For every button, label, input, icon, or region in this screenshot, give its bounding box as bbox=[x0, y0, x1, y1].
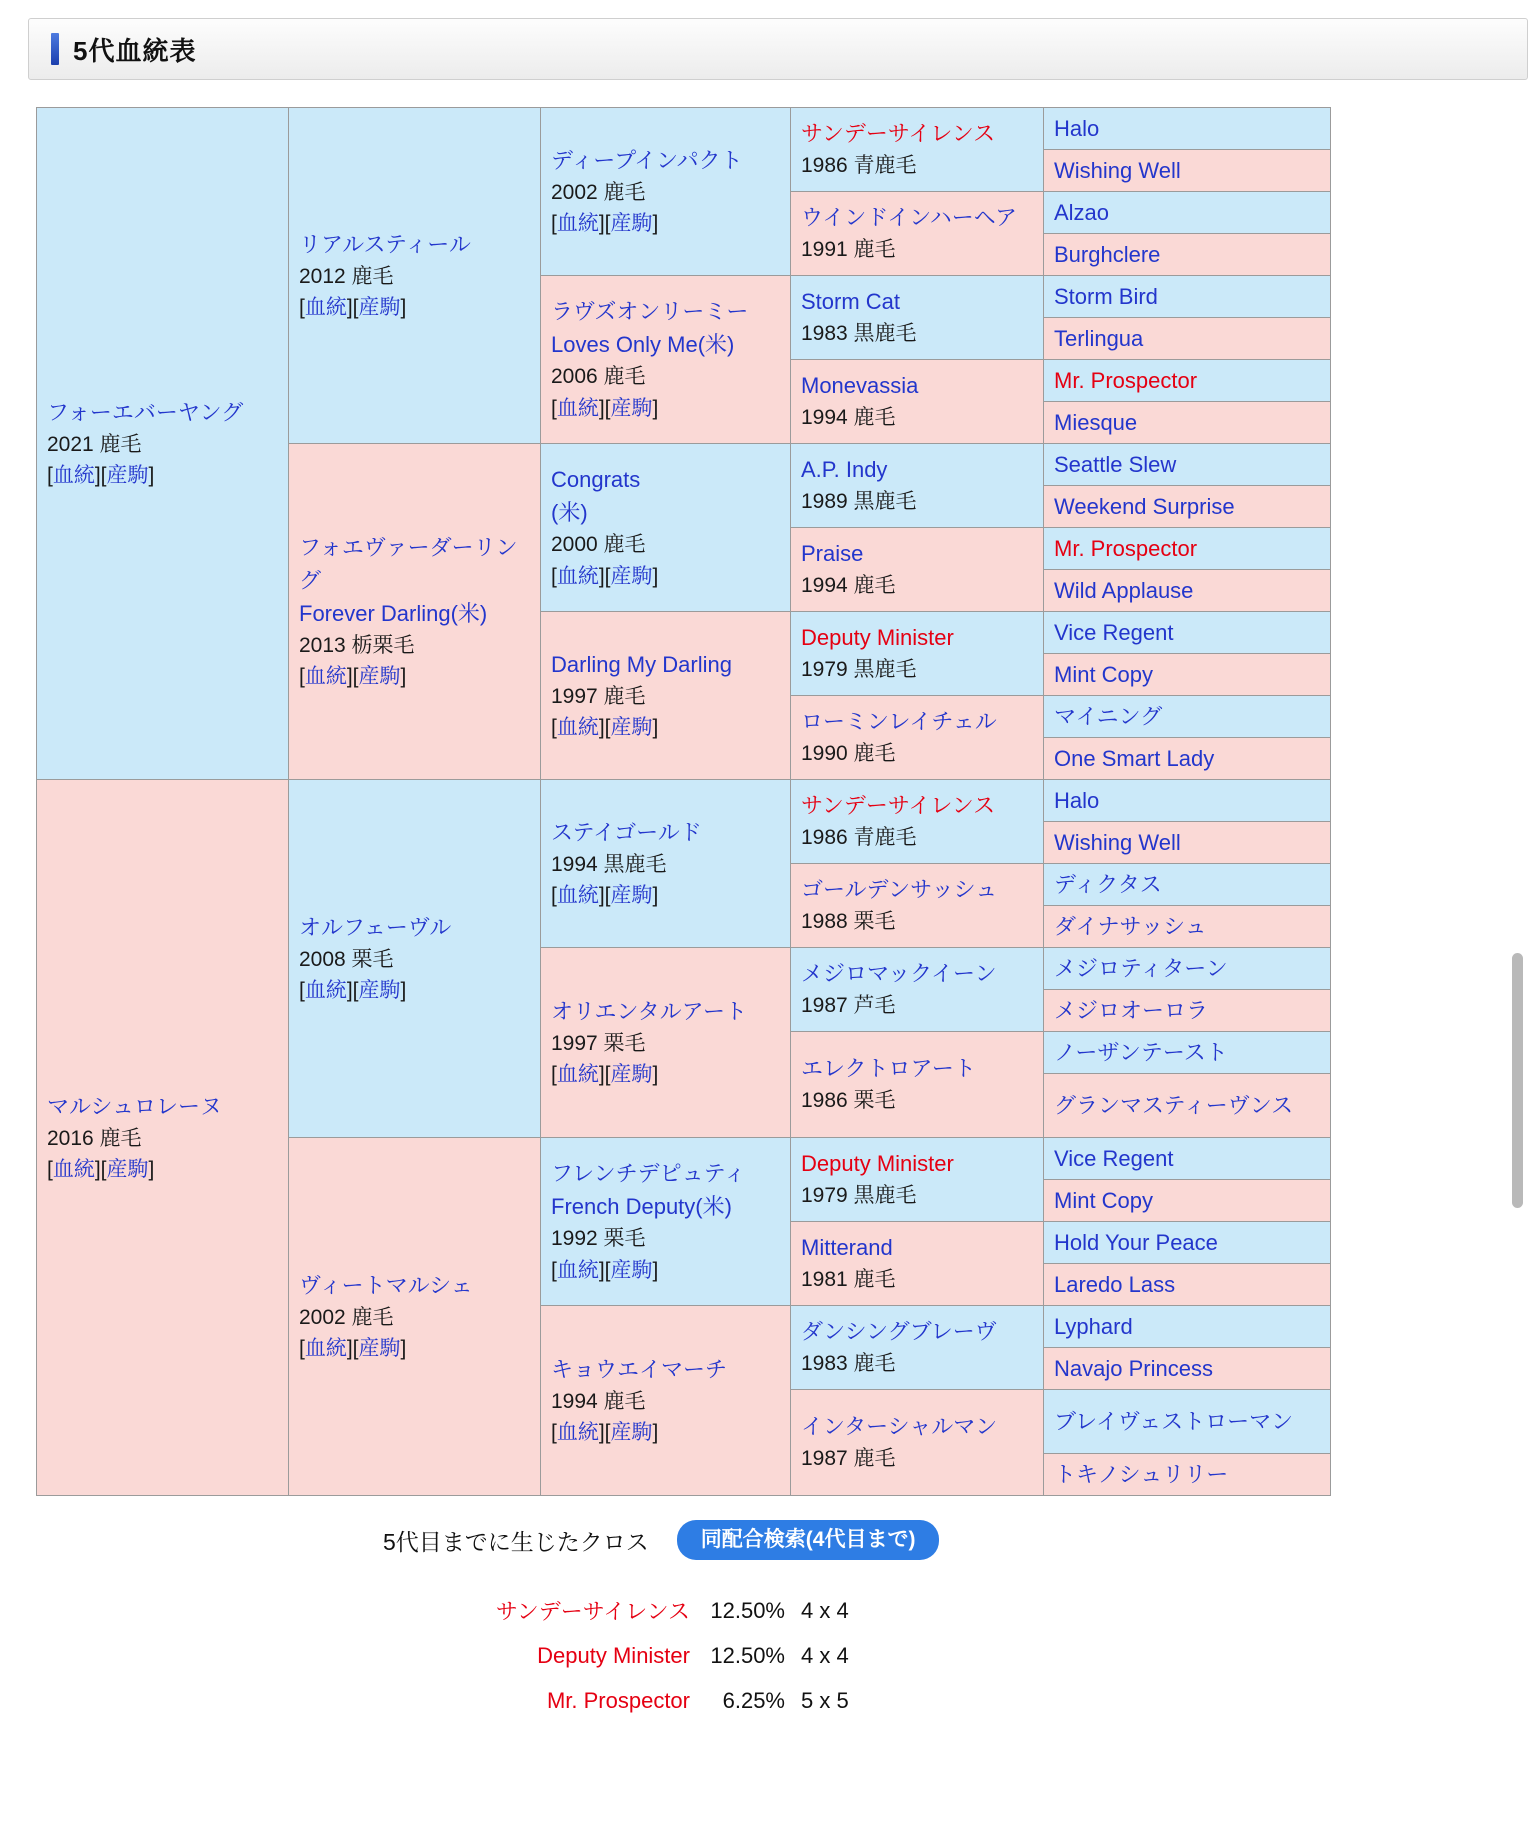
cell-links bbox=[551, 1417, 782, 1449]
offspring-link[interactable]: 産駒 bbox=[610, 884, 653, 907]
pedigree-cell bbox=[791, 780, 1044, 864]
pedigree-cell bbox=[1044, 444, 1331, 486]
cell-links bbox=[299, 292, 532, 324]
horse-link[interactable]: Congrats bbox=[551, 467, 641, 492]
blood-link[interactable]: 血統 bbox=[556, 1063, 599, 1086]
horse-info: 1990 鹿毛 bbox=[801, 742, 896, 766]
pedigree-cell bbox=[1044, 570, 1331, 612]
bracket: [ bbox=[551, 1421, 557, 1444]
bracket: [ bbox=[299, 296, 305, 319]
cross-percent: 12.50% bbox=[710, 1597, 785, 1623]
horse-info: 1994 黒鹿毛 bbox=[551, 852, 667, 876]
cross-percent: 6.25% bbox=[722, 1687, 785, 1713]
horse-link-en[interactable]: (米) bbox=[551, 500, 588, 525]
offspring-link[interactable]: 産駒 bbox=[358, 979, 401, 1002]
cell-links bbox=[551, 1059, 782, 1091]
horse-info: 2012 鹿毛 bbox=[299, 264, 394, 288]
horse-link-en[interactable]: French Deputy(米) bbox=[551, 1194, 732, 1219]
blood-link[interactable]: 血統 bbox=[304, 979, 347, 1002]
horse-link[interactable]: Halo bbox=[1054, 788, 1100, 813]
cross-percent: 12.50% bbox=[710, 1642, 785, 1668]
cross-count: 4 x 4 bbox=[801, 1642, 849, 1668]
pedigree-cell bbox=[1044, 360, 1331, 402]
horse-link[interactable]: Burghclere bbox=[1054, 242, 1161, 267]
horse-link[interactable]: ヴィートマルシェ bbox=[299, 1272, 473, 1298]
blood-link[interactable]: 血統 bbox=[556, 1258, 599, 1282]
pedigree-cell bbox=[791, 528, 1044, 612]
pedigree-cell bbox=[1044, 192, 1331, 234]
horse-link[interactable]: Deputy Minister bbox=[801, 625, 954, 651]
horse-info: 1992 栗毛 bbox=[551, 1227, 646, 1250]
cell-links bbox=[299, 661, 532, 693]
pedigree-cell bbox=[1044, 738, 1331, 780]
pedigree-cell bbox=[541, 1306, 791, 1496]
pedigree-cell bbox=[791, 1390, 1044, 1496]
horse-link[interactable]: メジロティターン bbox=[1054, 956, 1228, 981]
pedigree-cell bbox=[791, 192, 1044, 276]
pedigree-cell bbox=[1044, 1454, 1331, 1496]
cell-links bbox=[551, 712, 782, 744]
bracket: [ bbox=[551, 396, 557, 420]
bracket: [ bbox=[551, 716, 557, 739]
horse-info: 2021 鹿毛 bbox=[47, 432, 142, 456]
pedigree-cell bbox=[1044, 1180, 1331, 1222]
horse-link[interactable]: フレンチデピュティ bbox=[551, 1161, 746, 1186]
horse-info: 1979 黒鹿毛 bbox=[801, 1184, 917, 1208]
pedigree-cell bbox=[1044, 612, 1331, 654]
pedigree-cell bbox=[541, 612, 791, 780]
horse-link[interactable]: ステイゴールド bbox=[551, 819, 702, 845]
offspring-link[interactable]: 産駒 bbox=[610, 564, 653, 588]
horse-link[interactable]: リアルスティール bbox=[299, 231, 471, 257]
pedigree-cell bbox=[1044, 1032, 1331, 1074]
horse-link[interactable]: Miesque bbox=[1054, 410, 1138, 435]
horse-link[interactable]: Terlingua bbox=[1054, 326, 1144, 351]
horse-link[interactable]: サンデーサイレンス bbox=[801, 793, 996, 819]
bracket: [ bbox=[299, 1337, 305, 1360]
same-mating-search-button[interactable]: 同配合検索(4代目まで) bbox=[677, 1520, 940, 1560]
pedigree-cell bbox=[1044, 1074, 1331, 1138]
pedigree-cell bbox=[37, 780, 289, 1496]
blood-link[interactable]: 血統 bbox=[556, 396, 599, 420]
horse-link[interactable]: Mint Copy bbox=[1054, 1188, 1154, 1213]
title-accent-bar bbox=[51, 33, 59, 65]
pedigree-cell bbox=[541, 780, 791, 948]
cell-links bbox=[299, 975, 532, 1007]
pedigree-cell bbox=[791, 612, 1044, 696]
horse-info: 2000 鹿毛 bbox=[551, 533, 646, 556]
cell-links bbox=[47, 460, 280, 492]
horse-link[interactable]: Wild Applause bbox=[1054, 578, 1194, 603]
pedigree-cell bbox=[1044, 318, 1331, 360]
cell-links bbox=[47, 1154, 280, 1186]
pedigree-cell bbox=[791, 276, 1044, 360]
bracket: [ bbox=[47, 464, 53, 487]
horse-info: 1981 鹿毛 bbox=[801, 1268, 896, 1292]
bracket: ][ bbox=[598, 212, 611, 235]
horse-info: 1989 黒鹿毛 bbox=[801, 490, 917, 514]
horse-link[interactable]: Weekend Surprise bbox=[1054, 494, 1235, 519]
pedigree-cell bbox=[37, 108, 289, 780]
cell-links bbox=[551, 1255, 782, 1287]
bracket: ] bbox=[652, 884, 659, 907]
pedigree-cell bbox=[791, 1032, 1044, 1138]
pedigree-cell bbox=[791, 108, 1044, 192]
horse-link[interactable]: Storm Cat bbox=[801, 289, 901, 315]
bracket: ][ bbox=[598, 1063, 611, 1086]
horse-link[interactable]: One Smart Lady bbox=[1054, 746, 1215, 771]
pedigree-cell bbox=[1044, 948, 1331, 990]
horse-link[interactable]: A.P. Indy bbox=[801, 457, 888, 483]
horse-link[interactable]: フォエヴァーダーリング bbox=[299, 534, 518, 593]
bracket: ] bbox=[652, 716, 659, 739]
pedigree-cell bbox=[1044, 696, 1331, 738]
cell-links bbox=[551, 880, 782, 912]
horse-link[interactable]: ダイナサッシュ bbox=[1054, 914, 1207, 939]
horse-info: 1994 鹿毛 bbox=[801, 406, 896, 430]
cross-count: 5 x 5 bbox=[801, 1687, 849, 1713]
bracket: [ bbox=[551, 884, 557, 907]
cross-horse-link[interactable]: Deputy Minister bbox=[537, 1642, 690, 1668]
offspring-link[interactable]: 産駒 bbox=[610, 1258, 653, 1282]
horse-link[interactable]: メジロマックイーン bbox=[801, 961, 997, 987]
bracket: ] bbox=[652, 212, 659, 235]
horse-link[interactable]: Navajo Princess bbox=[1054, 1356, 1213, 1381]
pedigree-cell bbox=[791, 1306, 1044, 1390]
horse-link[interactable]: Mr. Prospector bbox=[1054, 536, 1198, 561]
cross-count: 4 x 4 bbox=[801, 1597, 849, 1623]
bracket: ][ bbox=[598, 564, 611, 588]
bracket: ] bbox=[400, 979, 407, 1002]
cell-links bbox=[551, 208, 782, 240]
offspring-link[interactable]: 産駒 bbox=[358, 665, 401, 688]
blood-link[interactable]: 血統 bbox=[304, 296, 347, 319]
horse-info: 2002 鹿毛 bbox=[551, 180, 646, 204]
pedigree-cell bbox=[791, 864, 1044, 948]
horse-link[interactable]: ローミンレイチェル bbox=[801, 709, 997, 735]
bracket: ][ bbox=[346, 665, 359, 688]
offspring-link[interactable]: 産駒 bbox=[610, 396, 653, 420]
horse-info: 2013 栃栗毛 bbox=[299, 633, 415, 657]
horse-link[interactable]: インターシャルマン bbox=[801, 1414, 998, 1440]
horse-link[interactable]: マルシュロレーヌ bbox=[47, 1093, 223, 1119]
section-header bbox=[28, 18, 1528, 80]
pedigree-cell bbox=[1044, 1348, 1331, 1390]
blood-link[interactable]: 血統 bbox=[556, 884, 599, 907]
pedigree-cell bbox=[289, 444, 541, 780]
pedigree-cell bbox=[1044, 108, 1331, 150]
horse-link[interactable]: ウインドインハーヘア bbox=[801, 205, 1018, 231]
horse-info: 1983 鹿毛 bbox=[801, 1352, 896, 1376]
pedigree-cell bbox=[1044, 150, 1331, 192]
blood-link[interactable]: 血統 bbox=[556, 716, 599, 739]
horse-info: 1997 栗毛 bbox=[551, 1031, 646, 1055]
horse-link[interactable]: Praise bbox=[801, 541, 864, 567]
horse-link[interactable]: Hold Your Peace bbox=[1054, 1230, 1218, 1255]
horse-info: 1991 鹿毛 bbox=[801, 238, 896, 262]
horse-link[interactable]: ゴールデンサッシュ bbox=[801, 877, 998, 903]
horse-link[interactable]: フォーエバーヤング bbox=[47, 399, 244, 425]
blood-link[interactable]: 血統 bbox=[556, 1421, 599, 1444]
cross-section-label: 5代目までに生じたクロス bbox=[383, 1528, 649, 1555]
pedigree-cell bbox=[541, 948, 791, 1138]
bracket: ][ bbox=[346, 296, 359, 319]
bracket: ][ bbox=[346, 979, 359, 1002]
blood-link[interactable]: 血統 bbox=[52, 464, 95, 487]
horse-link[interactable]: Mint Copy bbox=[1054, 662, 1154, 687]
horse-link[interactable]: トキノシュリリー bbox=[1054, 1462, 1229, 1487]
pedigree-cell bbox=[541, 108, 791, 276]
offspring-link[interactable]: 産駒 bbox=[610, 716, 653, 739]
cross-row bbox=[385, 1678, 1536, 1723]
pedigree-table bbox=[36, 107, 1331, 1496]
horse-link[interactable]: Wishing Well bbox=[1054, 830, 1181, 855]
horse-link[interactable]: マイニング bbox=[1054, 704, 1163, 729]
cross-row bbox=[385, 1633, 1536, 1678]
blood-link[interactable]: 血統 bbox=[304, 665, 347, 688]
horse-link[interactable]: Storm Bird bbox=[1054, 284, 1158, 309]
blood-link[interactable]: 血統 bbox=[556, 564, 599, 588]
horse-info: 1988 栗毛 bbox=[801, 910, 896, 934]
offspring-link[interactable]: 産駒 bbox=[610, 212, 653, 235]
pedigree-cell bbox=[1044, 654, 1331, 696]
cross-section-header bbox=[383, 1520, 1536, 1560]
horse-link[interactable]: オリエンタルアート bbox=[551, 998, 748, 1024]
horse-link[interactable]: エレクトロアート bbox=[801, 1056, 976, 1082]
pedigree-cell bbox=[1044, 1306, 1331, 1348]
bracket: ] bbox=[400, 296, 407, 319]
horse-link[interactable]: ディクタス bbox=[1054, 872, 1162, 897]
pedigree-cell bbox=[1044, 822, 1331, 864]
horse-link[interactable]: グランマスティーヴンス bbox=[1054, 1092, 1294, 1118]
pedigree-cell bbox=[1044, 1390, 1331, 1454]
offspring-link[interactable]: 産駒 bbox=[106, 464, 149, 487]
horse-info: 1994 鹿毛 bbox=[801, 574, 896, 598]
blood-link[interactable]: 血統 bbox=[52, 1158, 95, 1181]
bracket: ][ bbox=[598, 1258, 611, 1282]
bracket: ] bbox=[652, 1258, 659, 1282]
bracket: ][ bbox=[598, 884, 611, 907]
horse-info: 2006 鹿毛 bbox=[551, 365, 646, 388]
scrollbar-thumb[interactable] bbox=[1512, 953, 1523, 1208]
bracket: [ bbox=[551, 564, 557, 588]
horse-link[interactable]: ラヴズオンリーミー bbox=[551, 299, 749, 324]
horse-link[interactable]: Monevassia bbox=[801, 373, 919, 399]
cross-horse-link[interactable]: Mr. Prospector bbox=[546, 1687, 690, 1713]
horse-info: 1987 鹿毛 bbox=[801, 1447, 896, 1471]
offspring-link[interactable]: 産駒 bbox=[610, 1421, 653, 1444]
bracket: ] bbox=[652, 396, 659, 420]
pedigree-cell bbox=[791, 1138, 1044, 1222]
pedigree-cell bbox=[791, 444, 1044, 528]
offspring-link[interactable]: 産駒 bbox=[358, 1337, 401, 1360]
pedigree-cell bbox=[1044, 906, 1331, 948]
pedigree-cell bbox=[791, 360, 1044, 444]
pedigree-cell bbox=[1044, 990, 1331, 1032]
bracket: ][ bbox=[598, 1421, 611, 1444]
pedigree-cell bbox=[541, 444, 791, 612]
bracket: ] bbox=[148, 464, 155, 487]
bracket: ] bbox=[400, 665, 407, 688]
horse-link[interactable]: キョウエイマーチ bbox=[551, 1356, 728, 1382]
horse-link[interactable]: Mitterand bbox=[801, 1235, 893, 1261]
cell-links bbox=[551, 561, 782, 593]
pedigree-cell bbox=[1044, 528, 1331, 570]
horse-info: 1994 鹿毛 bbox=[551, 1389, 646, 1413]
horse-link[interactable]: ディープインパクト bbox=[551, 147, 743, 173]
page-title: 5代血統表 bbox=[73, 35, 197, 66]
horse-link[interactable]: Vice Regent bbox=[1054, 620, 1174, 645]
horse-link[interactable]: Alzao bbox=[1054, 200, 1110, 225]
horse-info: 1986 栗毛 bbox=[801, 1089, 896, 1113]
horse-link[interactable]: ノーザンテースト bbox=[1054, 1040, 1228, 1065]
horse-link[interactable]: メジロオーロラ bbox=[1054, 998, 1209, 1023]
pedigree-cell bbox=[1044, 864, 1331, 906]
bracket: ] bbox=[400, 1337, 407, 1360]
pedigree-cell bbox=[541, 1138, 791, 1306]
offspring-link[interactable]: 産駒 bbox=[610, 1063, 653, 1086]
pedigree-cell bbox=[541, 276, 791, 444]
horse-link[interactable]: Lyphard bbox=[1054, 1314, 1133, 1339]
bracket: ][ bbox=[346, 1337, 359, 1360]
horse-info: 1987 芦毛 bbox=[801, 994, 896, 1018]
cross-row bbox=[385, 1588, 1536, 1633]
horse-link[interactable]: サンデーサイレンス bbox=[801, 121, 996, 147]
pedigree-cell bbox=[1044, 402, 1331, 444]
bracket: ] bbox=[652, 564, 659, 588]
horse-info: 1986 青鹿毛 bbox=[801, 154, 917, 178]
cell-links bbox=[299, 1333, 532, 1365]
offspring-link[interactable]: 産駒 bbox=[106, 1158, 149, 1181]
horse-link[interactable]: Mr. Prospector bbox=[1054, 368, 1198, 393]
bracket: [ bbox=[551, 1063, 557, 1086]
bracket: ][ bbox=[94, 464, 107, 487]
blood-link[interactable]: 血統 bbox=[304, 1337, 347, 1360]
cell-links bbox=[551, 393, 782, 425]
horse-link[interactable]: Darling My Darling bbox=[551, 651, 732, 677]
horse-link[interactable]: Halo bbox=[1054, 116, 1100, 141]
pedigree-cell bbox=[791, 1222, 1044, 1306]
cross-horse-link[interactable]: サンデーサイレンス bbox=[495, 1599, 690, 1625]
pedigree-cell bbox=[1044, 1222, 1331, 1264]
cross-list bbox=[385, 1588, 1536, 1723]
horse-info: 2016 鹿毛 bbox=[47, 1126, 142, 1150]
pedigree-cell bbox=[1044, 486, 1331, 528]
horse-link[interactable]: Vice Regent bbox=[1054, 1146, 1174, 1171]
horse-info: 1986 青鹿毛 bbox=[801, 826, 917, 850]
pedigree-cell bbox=[791, 948, 1044, 1032]
pedigree-cell bbox=[1044, 780, 1331, 822]
bracket: ] bbox=[652, 1063, 659, 1086]
pedigree-cell bbox=[289, 108, 541, 444]
horse-info: 2008 栗毛 bbox=[299, 947, 394, 971]
bracket: ] bbox=[148, 1158, 155, 1181]
horse-info: 1983 黒鹿毛 bbox=[801, 322, 917, 346]
pedigree-cell bbox=[791, 696, 1044, 780]
pedigree-cell bbox=[1044, 1264, 1331, 1306]
horse-info: 2002 鹿毛 bbox=[299, 1305, 394, 1329]
bracket: ][ bbox=[94, 1158, 107, 1181]
horse-link[interactable]: オルフェーヴル bbox=[299, 914, 452, 940]
bracket: ] bbox=[652, 1421, 659, 1444]
pedigree-cell bbox=[1044, 276, 1331, 318]
blood-link[interactable]: 血統 bbox=[556, 212, 599, 235]
horse-link[interactable]: Laredo Lass bbox=[1054, 1272, 1176, 1297]
horse-link[interactable]: Wishing Well bbox=[1054, 158, 1181, 183]
bracket: [ bbox=[551, 212, 557, 235]
bracket: ][ bbox=[598, 396, 611, 420]
horse-link-en[interactable]: Forever Darling(米) bbox=[299, 600, 488, 626]
horse-info: 1979 黒鹿毛 bbox=[801, 658, 917, 682]
bracket: [ bbox=[299, 979, 305, 1002]
bracket: ][ bbox=[598, 716, 611, 739]
horse-link[interactable]: ダンシングブレーヴ bbox=[801, 1319, 997, 1345]
pedigree-cell bbox=[1044, 234, 1331, 276]
horse-link[interactable]: Seattle Slew bbox=[1054, 452, 1177, 477]
horse-link[interactable]: ブレイヴェストローマン bbox=[1054, 1408, 1294, 1434]
horse-info: 1997 鹿毛 bbox=[551, 684, 646, 708]
pedigree-cell bbox=[289, 1138, 541, 1496]
horse-link[interactable]: Deputy Minister bbox=[801, 1151, 954, 1177]
pedigree-cell bbox=[1044, 1138, 1331, 1180]
pedigree-cell bbox=[289, 780, 541, 1138]
bracket: [ bbox=[551, 1258, 557, 1282]
offspring-link[interactable]: 産駒 bbox=[358, 296, 401, 319]
horse-link-en[interactable]: Loves Only Me(米) bbox=[551, 332, 735, 357]
bracket: [ bbox=[299, 665, 305, 688]
bracket: [ bbox=[47, 1158, 53, 1181]
